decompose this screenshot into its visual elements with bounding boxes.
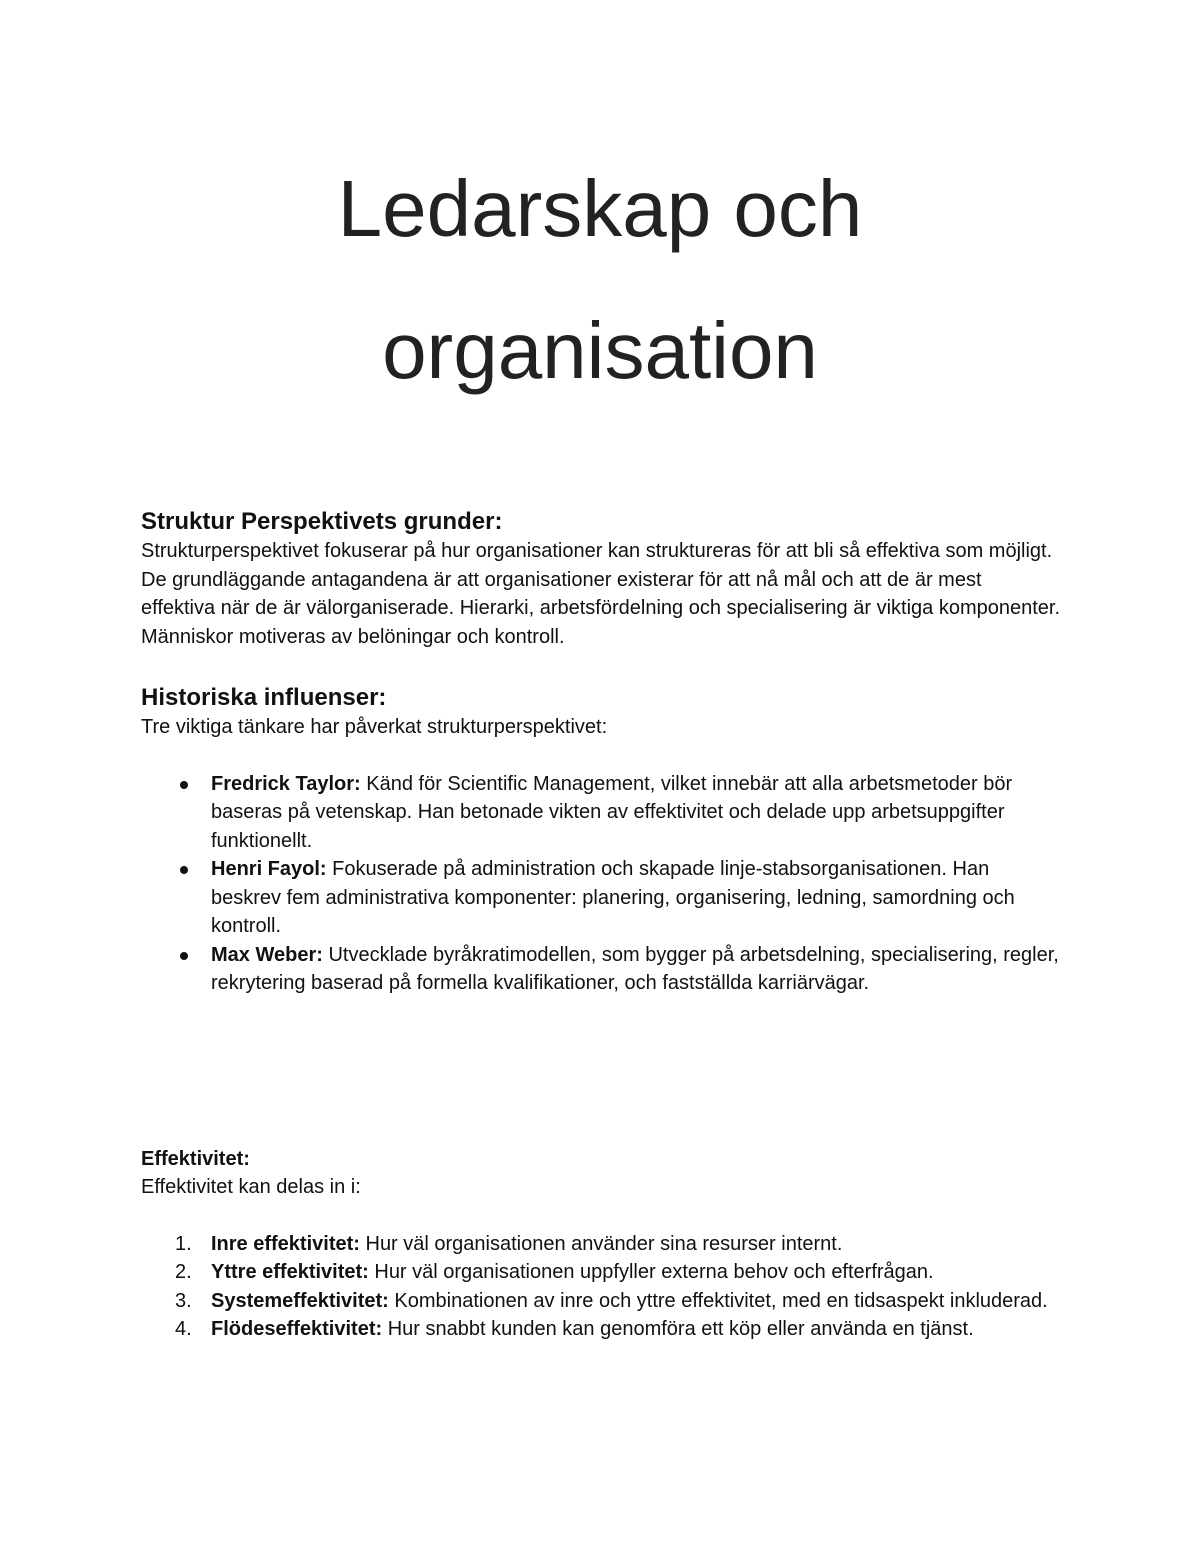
section-struktur	[141, 507, 1061, 651]
list-item-name: Max Weber:	[211, 943, 323, 966]
list-item-number: 3.	[175, 1289, 192, 1312]
list-item-number: 4.	[175, 1318, 192, 1340]
list-item-text: Känd för Scientific Management, vilket innebär att alla arbetsmetoder bör baseras på vetenskap. Han betonade vikten av effektivitet och delade upp arbetsuppgifter funktionellt.	[211, 772, 1013, 852]
section-heading-effektivitet: Effektivitet:	[141, 1148, 250, 1170]
list-item-text: Hur snabbt kunden kan genomföra ett köp eller använda en tjänst.	[382, 1318, 974, 1340]
list-item-name: Inre effektivitet:	[211, 1232, 360, 1255]
list-item	[141, 1230, 1061, 1259]
list-item-text: Utvecklade byråkratimodellen, som bygger på arbetsdelning, specialisering, regler, rekrytering baserad på formella kvalifikationer, och fastställda karriärvägar.	[211, 943, 1059, 994]
section-effektivitet	[141, 1145, 1061, 1344]
page-title-line-1: Ledarskap och	[337, 164, 863, 253]
bullet-icon	[180, 952, 188, 960]
list-item-name: Flödeseffektivitet:	[211, 1318, 383, 1340]
list-item-number: 1.	[175, 1232, 192, 1255]
list-item-number: 2.	[175, 1261, 192, 1283]
list-item-text: Kombinationen av inre och yttre effektivitet, med en tidsaspekt inkluderad.	[388, 1289, 1048, 1312]
list-item	[141, 770, 1061, 856]
list-item-text: Fokuserade på administration och skapade linje-stabsorganisationen. Han beskrev fem administrativa komponenter: planering, organisering, ledning, samordning och kontroll.	[211, 858, 1015, 937]
list-item	[141, 855, 1061, 941]
page-title-line-2: organisation	[382, 306, 818, 395]
numbered-list-effektivitet	[141, 1230, 1061, 1344]
list-item	[141, 1287, 1061, 1316]
paragraph-struktur: Strukturperspektivet fokuserar på hur organisationer kan struktureras för att bli så effektiva som möjligt. De grundläggande antagandena är att organisationer existerar för att nå mål och att de är mest effektiva när de är välorganiserade. Hierarki, arbetsfördelning och specialisering är viktiga komponenter. Människor motiveras av belöningar och kontroll.	[141, 540, 1061, 648]
list-item-name: Henri Fayol:	[211, 858, 327, 880]
page-title	[0, 138, 1200, 422]
paragraph-historiska-intro: Tre viktiga tänkare har påverkat strukturperspektivet:	[141, 716, 608, 738]
paragraph-effektivitet-intro: Effektivitet kan delas in i:	[141, 1176, 361, 1198]
list-item-name: Yttre effektivitet:	[211, 1261, 369, 1283]
bullet-list-thinkers	[141, 770, 1061, 998]
section-historiska	[141, 683, 1061, 998]
section-heading-struktur: Struktur Perspektivets grunder:	[141, 508, 503, 535]
bullet-icon	[180, 866, 188, 874]
list-item	[141, 1315, 1061, 1344]
list-item-text: Hur väl organisationen använder sina resurser internt.	[359, 1232, 843, 1255]
list-item-name: Systemeffektivitet:	[211, 1289, 389, 1312]
list-item	[141, 1258, 1061, 1287]
section-heading-historiska: Historiska influenser:	[141, 684, 387, 711]
list-item	[141, 941, 1061, 998]
list-item-name: Fredrick Taylor:	[211, 772, 361, 795]
list-item-text: Hur väl organisationen uppfyller externa behov och efterfrågan.	[368, 1261, 934, 1283]
bullet-icon	[180, 781, 188, 789]
